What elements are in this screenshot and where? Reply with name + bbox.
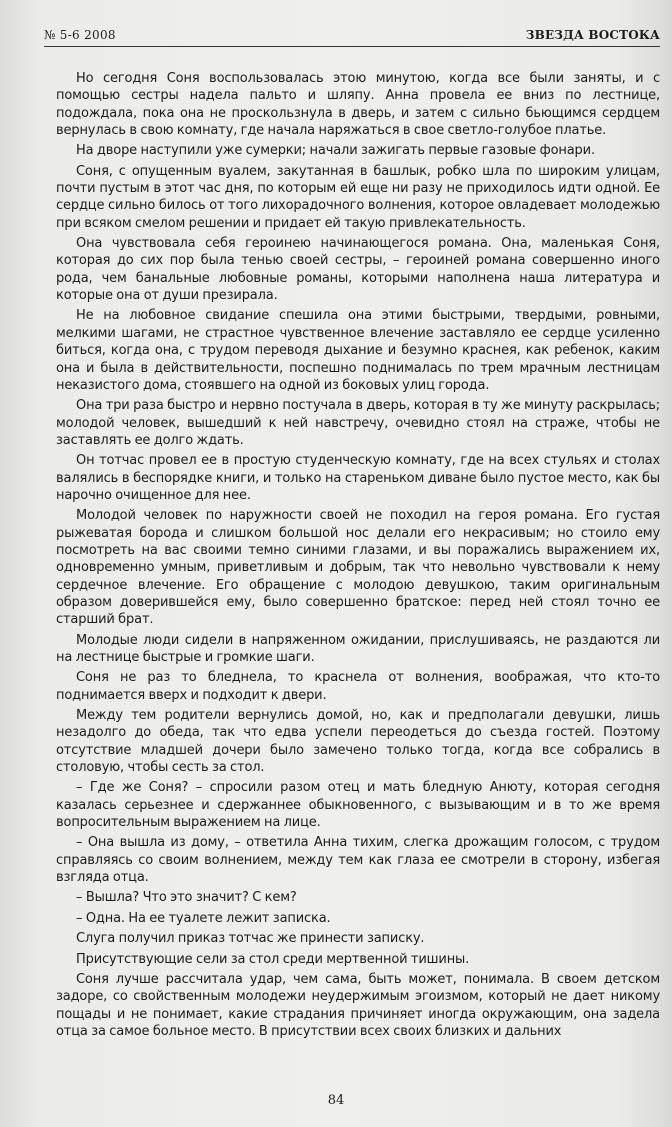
paragraph: Она чувствовала себя героинею начинающегося романа. Она, маленькая Соня, которая до сих пор была тенью своей сестры, – героиней романа совершенно иного рода, чем банальные любовные романы, которыми наполнена наша литература и которые она от души презирала.: [56, 236, 660, 304]
header-rule: [44, 46, 660, 47]
paragraph: Соня, с опущенным вуалем, закутанная в башлык, робко шла по широким улицам, почти пустым в этот час дня, по которым ей еще ни разу не приходилось идти одной. Ее сердце сильно билось от того лихорадочного волнения, которое овладевает молодежью при всяком смелом решении и придает ей такую привлекательность.: [56, 163, 660, 231]
paragraph: Молодые люди сидели в напряженном ожидании, прислушиваясь, не раздаются ли на лестнице быстрые и громкие шаги.: [56, 632, 660, 665]
article-body: [56, 70, 660, 1043]
paragraph: Но сегодня Соня воспользовалась этою минутою, когда все были заняты, и с помощью сестры надела пальто и шляпу. Анна провела ее вниз по лестнице, подождала, пока она не проскользнула в дверь, и затем с сильно бьющимся сердцем вернулась в свою комнату, где начала наряжаться в свое светло-голубое платье.: [56, 71, 660, 139]
paragraph: Соня не раз то бледнела, то краснела от волнения, воображая, что кто-то поднимается вверх и подходит к двери.: [56, 670, 660, 703]
paragraph: – Где же Соня? – спросили разом отец и мать бледную Анюту, которая сегодня казалась серьезнее и сдержаннее обыкновенного, с вызывающим и в то же время вопросительным выражением на лице.: [56, 780, 660, 831]
paragraph: На дворе наступили уже сумерки; начали зажигать первые газовые фонари.: [76, 143, 595, 159]
paragraph: Присутствующие сели за стол среди мертвенной тишины.: [76, 951, 470, 967]
paragraph: – Вышла? Что это значит? С кем?: [76, 890, 297, 906]
paragraph: Молодой человек по наружности своей не походил на героя романа. Его густая рыжеватая борода и слишком большой нос делали его некрасивым; но стоило ему посмотреть на вас своими темно синими глазами, и вы поражались выражением их, одновременно умным, приветливым и добрым, так что невольно чувствовали к нему сердечное влечение. Его обращение с молодою девушкою, таким оригинальным образом доверившейся ему, было совершенно братское: перед ней стоял точно ее старший брат.: [56, 508, 660, 628]
running-header: [44, 28, 660, 42]
paragraph: – Она вышла из дому, – ответила Анна тихим, слегка дрожащим голосом, с трудом справляясь со своим волнением, между тем как глаза ее смотрели в сторону, избегая взгляда отца.: [56, 835, 660, 886]
paragraph: Не на любовное свидание спешила она этими быстрыми, твердыми, ровными, мелкими шагами, не страстное чувственное влечение заставляло ее сердце усиленно биться, когда она, с трудом переводя дыхание и безумно краснея, как ребенок, каким она и была в действительности, поспешно поднималась по трем мрачным лестницам неказистого дома, стоявшего на одной из боковых улиц города.: [56, 308, 660, 393]
page-number: 84: [327, 1093, 345, 1108]
paragraph: Между тем родители вернулись домой, но, как и предполагали девушки, лишь незадолго до обеда, так что едва успели переодеться до съезда гостей. Поэтому отсутствие младшей дочери было замечено только тогда, когда все собрались в столовую, чтобы сесть за стол.: [56, 708, 660, 776]
paragraph: Он тотчас провел ее в простую студенческую комнату, где на всех стульях и столах валялись в беспорядке книги, и только на стареньком диване было пустое место, как бы нарочно очищенное для нее.: [56, 453, 660, 503]
paragraph: – Одна. На ее туалете лежит записка.: [76, 910, 331, 926]
paragraph: Слуга получил приказ тотчас же принести записку.: [76, 931, 425, 947]
paragraph: Она три раза быстро и нервно постучала в дверь, которая в ту же минуту раскрылась; молодой человек, вышедший к ней навстречу, очевидно стоял на страже, чтобы не заставлять ее долго ждать.: [56, 398, 660, 448]
issue-number: № 5-6 2008: [44, 28, 116, 42]
journal-title: ЗВЕЗДА ВОСТОКА: [525, 28, 660, 42]
paragraph: Соня лучше рассчитала удар, чем сама, быть может, понимала. В своем детском задоре, со свойственным молодежи неудержимым эгоизмом, который не дает никому пощады и не понимает, какие страдания причиняет иногда окружающим, она задела отца за самое больное место. В присутствии всех своих близких и дальних: [56, 971, 660, 1039]
